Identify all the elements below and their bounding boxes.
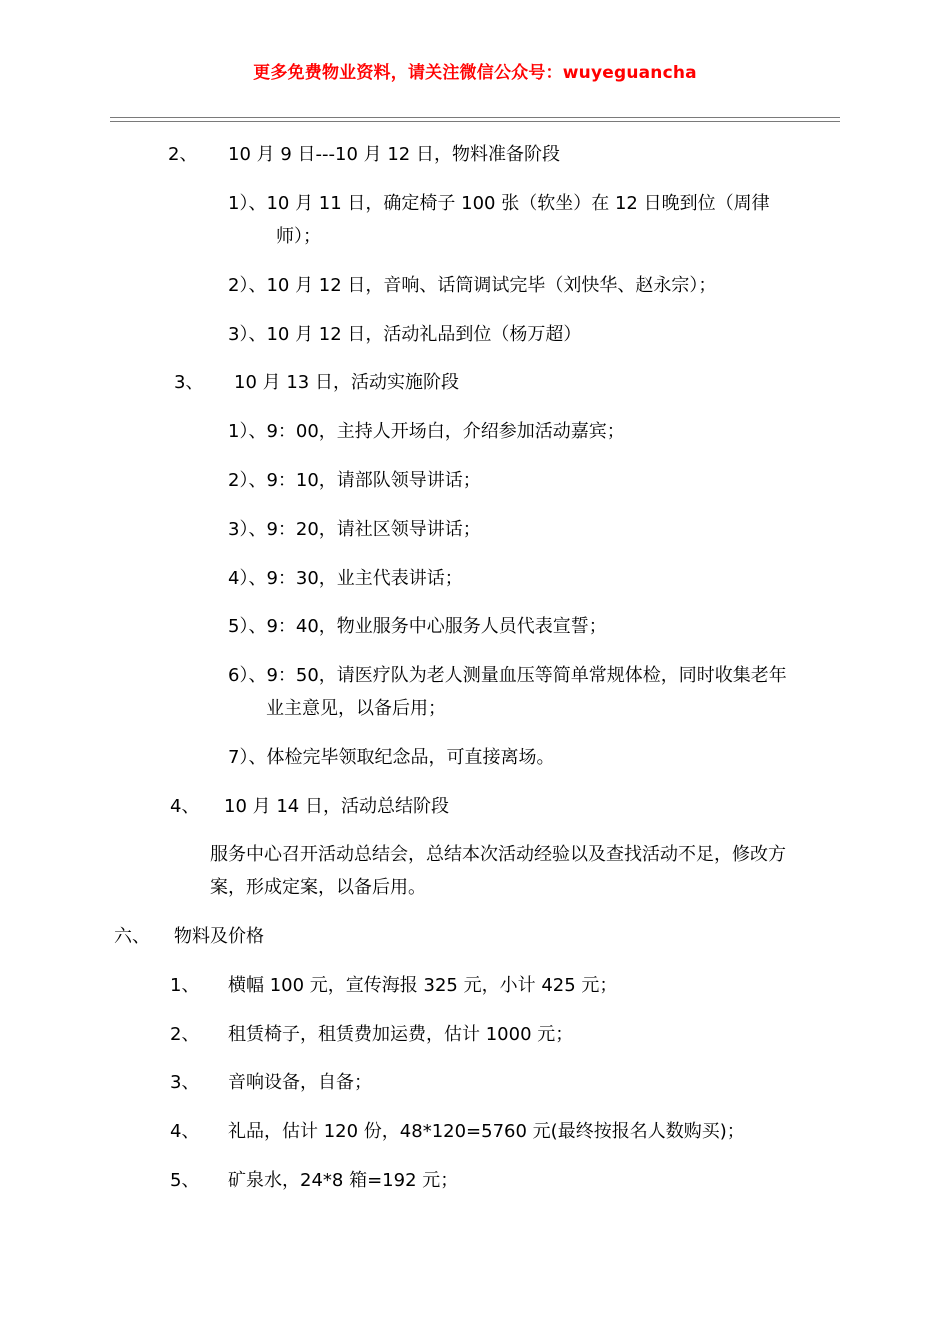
stage3-item-6: 6）、9：50，请医疗队为老人测量血压等简单常规体检，同时收集老年 <box>228 665 787 686</box>
stage3-item-4: 4）、9：30，业主代表讲话； <box>228 568 463 589</box>
stage3-item-3: 3）、9：20，请社区领导讲话； <box>228 519 481 540</box>
header-banner: 更多免费物业资料，请关注微信公众号：wuyeguancha <box>253 63 697 83</box>
section-six-title: 物料及价格 <box>174 926 264 947</box>
stage2-item-1-cont: 师）； <box>276 226 321 247</box>
material-number-4: 4、 <box>170 1121 200 1142</box>
stage3-item-5: 5）、9：40，物业服务中心服务人员代表宣誓； <box>228 616 607 637</box>
stage4-title: 10 月 14 日，活动总结阶段 <box>224 796 449 817</box>
stage4-number: 4、 <box>170 796 200 817</box>
material-number-5: 5、 <box>170 1170 200 1191</box>
material-number-2: 2、 <box>170 1024 200 1045</box>
stage4-text-line1: 服务中心召开活动总结会，总结本次活动经验以及查找活动不足，修改方 <box>210 844 786 865</box>
stage3-title: 10 月 13 日，活动实施阶段 <box>234 372 459 393</box>
stage2-number: 2、 <box>168 144 198 165</box>
material-item-1: 横幅 100 元，宣传海报 325 元，小计 425 元； <box>228 975 618 996</box>
stage2-title: 10 月 9 日---10 月 12 日，物料准备阶段 <box>228 144 560 165</box>
stage2-item-1: 1）、10 月 11 日，确定椅子 100 张（软坐）在 12 日晚到位（周律 <box>228 193 770 214</box>
stage3-item-7: 7）、体检完毕领取纪念品，可直接离场。 <box>228 747 555 768</box>
stage3-item-6-cont: 业主意见，以备后用； <box>266 698 446 719</box>
stage2-item-2: 2）、10 月 12 日，音响、话筒调试完毕（刘快华、赵永宗）； <box>228 275 717 296</box>
material-number-3: 3、 <box>170 1072 200 1093</box>
material-item-3: 音响设备，自备； <box>228 1072 372 1093</box>
section-six-number: 六、 <box>114 926 150 947</box>
material-item-5: 矿泉水，24*8 箱=192 元； <box>228 1170 459 1191</box>
stage3-item-1: 1）、9：00，主持人开场白，介绍参加活动嘉宾； <box>228 421 625 442</box>
material-item-4: 礼品，估计 120 份，48*120=5760 元(最终按报名人数购买)； <box>228 1121 745 1142</box>
material-number-1: 1、 <box>170 975 200 996</box>
header-divider <box>110 117 840 122</box>
stage3-item-2: 2）、9：10，请部队领导讲话； <box>228 470 481 491</box>
stage4-text-line2: 案，形成定案，以备后用。 <box>210 877 426 898</box>
stage3-number: 3、 <box>174 372 204 393</box>
stage2-item-3: 3）、10 月 12 日，活动礼品到位（杨万超） <box>228 324 582 345</box>
material-item-2: 租赁椅子，租赁费加运费，估计 1000 元； <box>228 1024 574 1045</box>
